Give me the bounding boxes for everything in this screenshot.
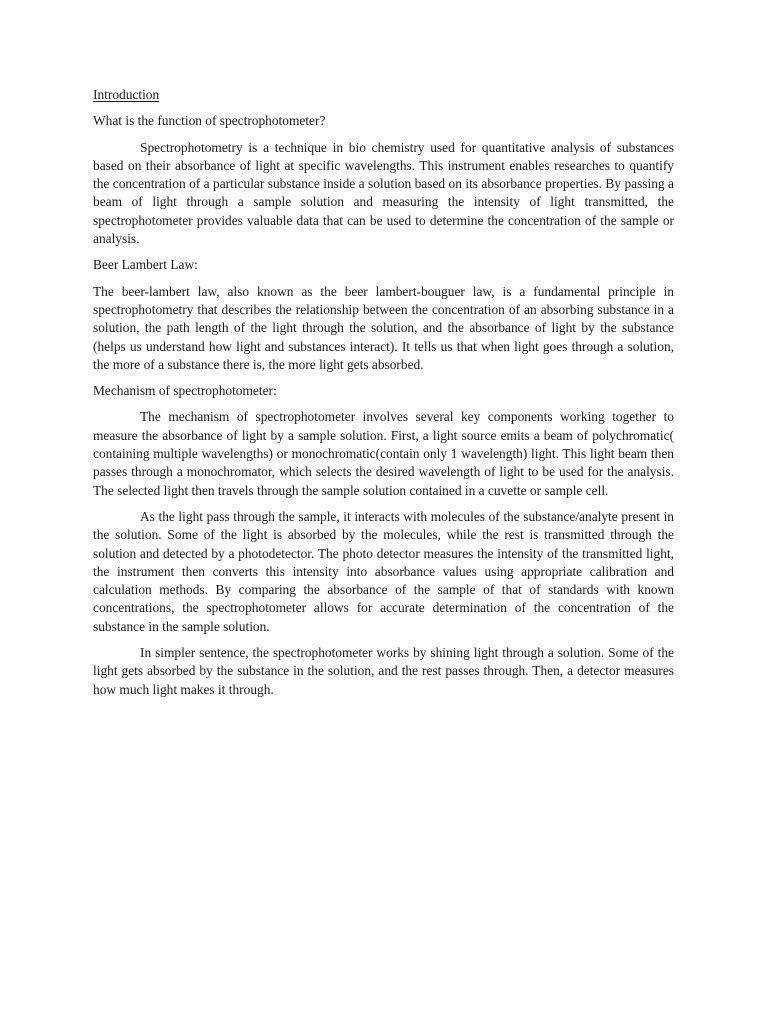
paragraph-light-pass: As the light pass through the sample, it interacts with molecules of the substance/analyte present in the solution. Some of the light is absorbed by the molecules, while the rest is transmitted through the solution and detected by a photodetector. The photo detector measures the intensity of the transmitted light, the instrument then converts this intensity into absorbance values using appropriate calibration and calculation methods. By comparing the absorbance of the sample of that of standards with known concentrations, the spectrophotometer allows for accurate determination of the concentration of the substance in the sample solution. [93,508,674,634]
question-heading: What is the function of spectrophotometer? [93,113,326,129]
beer-lambert-heading: Beer Lambert Law: [93,257,198,273]
paragraph-mechanism: The mechanism of spectrophotometer involves several key components working together to measure the absorbance of light by a sample solution. First, a light source emits a beam of polychromatic( containing multiple wavelengths) or monochromatic(contain only 1 wavelength) light. This light beam then passes through a monochromator, which selects the desired wavelength of light to be used for the analysis. The selected light then travels through the sample solution contained in a cuvette or sample cell. [93,409,674,498]
paragraph-simpler: In simpler sentence, the spectrophotometer works by shining light through a solution. Some of the light gets absorbed by the substance in the solution, and the rest passes through. Then, a detector measures how much light makes it through. [93,645,674,697]
mechanism-heading: Mechanism of spectrophotometer: [93,383,277,399]
paragraph-spectrophotometry: Spectrophotometry is a technique in bio chemistry used for quantitative analysis of substances based on their absorbance of light at specific wavelengths. This instrument enables researches to quantify the concentration of a particular substance inside a solution based on its absorbance properties. By passing a beam of light through a sample solution and measuring the intensity of light transmitted, the spectrophotometer provides valuable data that can be used to determine the concentration of the sample or analysis. [93,139,674,247]
introduction-heading: Introduction [93,87,160,102]
paragraph-beer-lambert: The beer-lambert law, also known as the beer lambert-bouguer law, is a fundamental principle in spectrophotometry that describes the relationship between the concentration of an absorbing substance in a solution, the path length of the light through the solution, and the absorbance of light by the substance (helps us understand how light and substances interact). It tells us that when light goes through a solution, the more of a substance there is, the more light gets absorbed. [93,283,674,372]
